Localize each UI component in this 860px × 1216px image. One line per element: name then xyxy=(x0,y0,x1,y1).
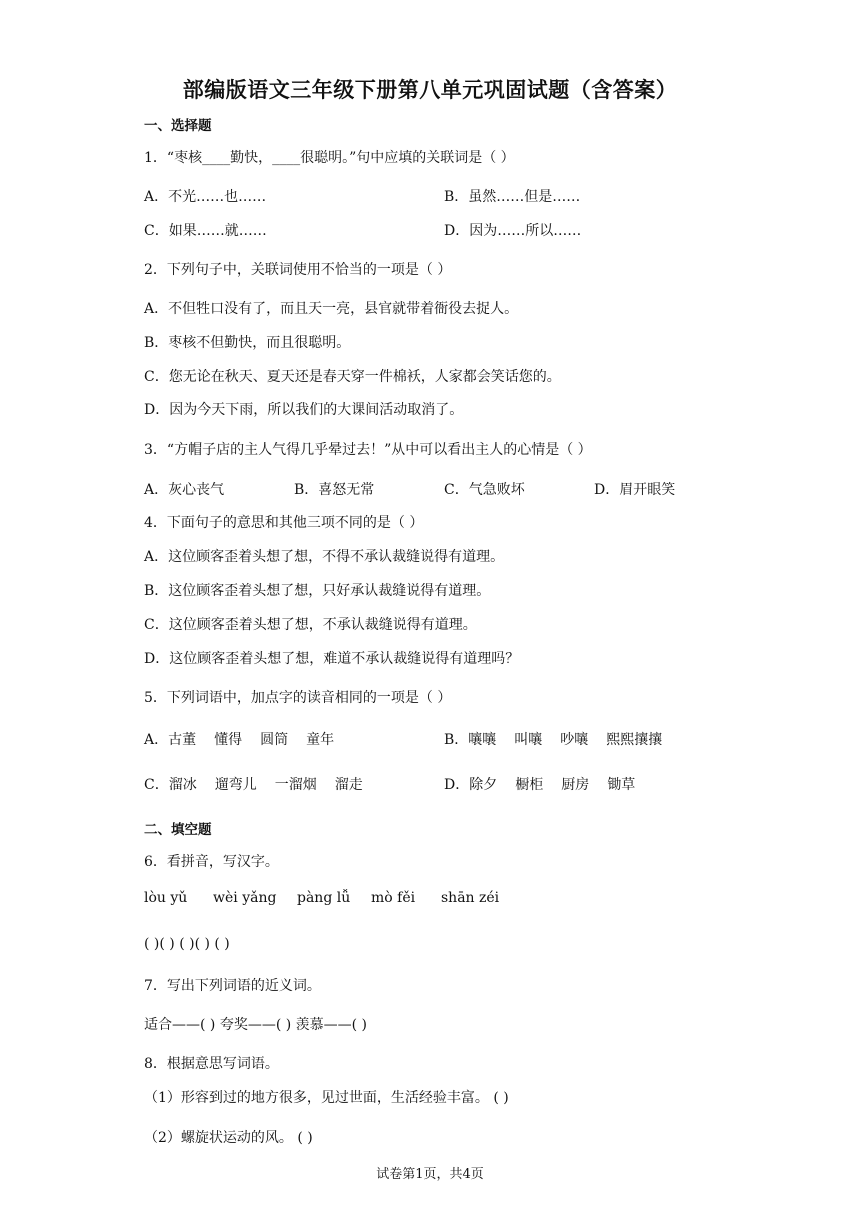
option-label: A． xyxy=(144,732,169,748)
word: 懂得 xyxy=(214,732,243,748)
word: 熙熙攘攘 xyxy=(606,732,663,748)
pinyin-1: lòu yǔ xyxy=(144,890,188,906)
word: 厨房 xyxy=(561,777,590,793)
question-4-option-d: D．这位顾客歪着头想了想，难道不承认裁缝说得有道理吗？ xyxy=(144,651,520,667)
pinyin-3: pàng lǚ xyxy=(297,890,351,906)
section-heading-choice: 一、选择题 xyxy=(144,118,212,134)
page-footer: 试卷第1页，共4页 xyxy=(376,1167,484,1182)
question-8-stem: 8．根据意思写词语。 xyxy=(144,1056,279,1072)
question-5-option-b xyxy=(444,729,680,749)
question-3-option-d: D．眉开眼笑 xyxy=(594,482,676,498)
question-4-option-a: A．这位顾客歪着头想了想，不得不承认裁缝说得有道理。 xyxy=(144,549,505,565)
word: 橱柜 xyxy=(515,777,544,793)
word: 童年 xyxy=(306,732,335,748)
pinyin-2: wèi yǎng xyxy=(213,890,277,906)
question-2-option-d: D．因为今天下雨，所以我们的大课间活动取消了。 xyxy=(144,402,464,418)
word: 吵嚷 xyxy=(560,732,589,748)
word: 嚷嚷 xyxy=(468,732,497,748)
word: 遛弯儿 xyxy=(214,777,257,793)
question-5-option-c xyxy=(144,774,381,794)
question-2-option-b: B．枣核不但勤快，而且很聪明。 xyxy=(144,335,351,351)
question-3-option-b: B．喜怒无常 xyxy=(294,482,375,498)
answer-blanks: ( )( ) ( )( ) ( ) xyxy=(144,936,230,952)
question-4-stem: 4．下面句子的意思和其他三项不同的是（ ） xyxy=(144,515,424,531)
word: 圆筒 xyxy=(260,732,289,748)
question-6-stem: 6．看拼音，写汉字。 xyxy=(144,854,279,870)
question-8-item-2: （2）螺旋状运动的风。 ( ) xyxy=(144,1130,313,1146)
question-3-option-a: A．灰心丧气 xyxy=(144,482,225,498)
question-1-option-c: C．如果……就…… xyxy=(144,223,267,239)
question-1-option-b: B．虽然……但是…… xyxy=(444,189,581,205)
word: 溜走 xyxy=(334,777,363,793)
question-1-option-a: A．不光……也…… xyxy=(144,189,267,205)
question-5-stem: 5．下列词语中，加点字的读音相同的一项是（ ） xyxy=(144,690,452,706)
option-label: B． xyxy=(444,732,469,748)
question-2-stem: 2．下列句子中，关联词使用不恰当的一项是（ ） xyxy=(144,262,452,278)
question-5-option-d xyxy=(444,774,653,794)
pinyin-4: mò fěi xyxy=(371,890,416,906)
question-1-option-d: D．因为……所以…… xyxy=(444,223,582,239)
section-heading-fill: 二、填空题 xyxy=(144,822,212,838)
pinyin-5: shān zéi xyxy=(441,890,500,906)
word: 一溜烟 xyxy=(274,777,317,793)
option-label: D． xyxy=(444,777,470,793)
question-2-option-c: C．您无论在秋天、夏天还是春天穿一件棉袄，人家都会笑话您的。 xyxy=(144,369,561,385)
synonym-blanks: 适合——( ) 夸奖——( ) 羡慕——( ) xyxy=(144,1017,368,1033)
question-4-option-b: B．这位顾客歪着头想了想，只好承认裁缝说得有道理。 xyxy=(144,583,491,599)
question-1-stem: 1．“枣核____勤快，____很聪明。”句中应填的关联词是（ ） xyxy=(144,150,515,166)
page-title: 部编版语文三年级下册第八单元巩固试题（含答案） xyxy=(182,78,678,102)
question-3-option-c: C．气急败坏 xyxy=(444,482,525,498)
word: 叫嚷 xyxy=(514,732,543,748)
question-2-option-a: A．不但牲口没有了，而且天一亮，县官就带着衙役去捉人。 xyxy=(144,301,519,317)
question-8-item-1: （1）形容到过的地方很多，见过世面，生活经验丰富。 ( ) xyxy=(144,1090,509,1106)
word: 古董 xyxy=(168,732,197,748)
question-3-stem: 3．“方帽子店的主人气得几乎晕过去！”从中可以看出主人的心情是（ ） xyxy=(144,442,592,458)
question-4-option-c: C．这位顾客歪着头想了想，不承认裁缝说得有道理。 xyxy=(144,617,477,633)
word: 溜冰 xyxy=(168,777,197,793)
word: 锄草 xyxy=(607,777,636,793)
word: 除夕 xyxy=(469,777,498,793)
question-7-stem: 7．写出下列词语的近义词。 xyxy=(144,978,321,994)
question-5-option-a xyxy=(144,729,352,749)
option-label: C． xyxy=(144,777,169,793)
